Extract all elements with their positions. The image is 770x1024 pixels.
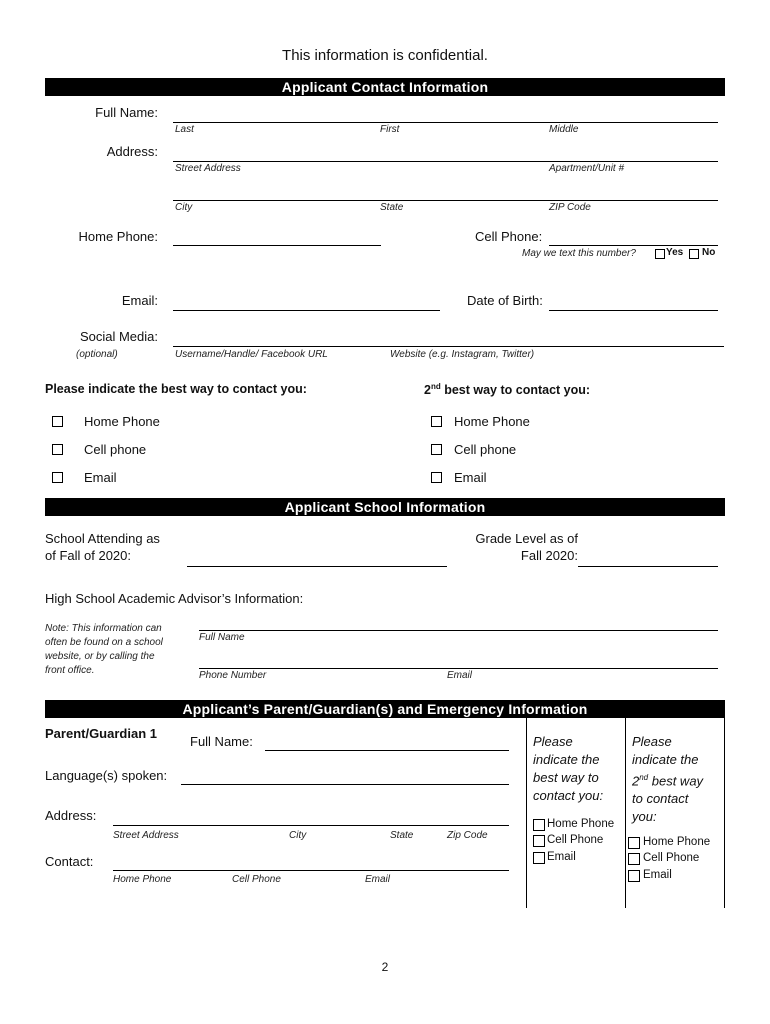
parent-second-way-instructions: Please indicate the 2nd best way to contact you:	[632, 734, 704, 825]
last-caption: Last	[175, 124, 194, 135]
parent-email-caption: Email	[365, 874, 391, 885]
text-yes-label: Yes	[666, 247, 684, 258]
first-caption: First	[380, 124, 400, 135]
language-field[interactable]	[181, 784, 509, 785]
advisor-note-line3: website, or by calling the	[45, 651, 155, 662]
school-attending-field[interactable]	[187, 566, 447, 567]
second-email-label: Email	[454, 470, 487, 485]
middle-caption: Middle	[549, 124, 579, 135]
apt-caption: Apartment/Unit #	[549, 163, 625, 174]
dob-field[interactable]	[549, 310, 718, 311]
parent-city-caption: City	[289, 830, 307, 841]
advisor-note-line1: Note: This information can	[45, 623, 162, 634]
cell-phone-field[interactable]	[549, 245, 718, 246]
school-attending-label-line2: of Fall of 2020:	[45, 548, 131, 563]
username-caption: Username/Handle/ Facebook URL	[175, 349, 328, 360]
parent-best-email-label: Email	[547, 851, 576, 863]
parent-best-email-checkbox[interactable]	[533, 852, 545, 864]
text-no-checkbox[interactable]	[689, 249, 699, 259]
advisor-phone-email-field[interactable]	[199, 668, 718, 669]
parent-full-name-field[interactable]	[265, 750, 509, 751]
grade-level-label-line2: Fall 2020:	[520, 548, 578, 563]
best-email-label: Email	[84, 470, 117, 485]
school-attending-label-line1: School Attending as	[45, 531, 160, 546]
column-divider-middle	[625, 718, 626, 908]
address-label: Address:	[106, 144, 158, 159]
advisor-email-caption: Email	[447, 670, 473, 681]
email-label: Email:	[121, 293, 158, 308]
column-divider-left	[526, 718, 527, 908]
optional-caption: (optional)	[76, 349, 118, 360]
text-question: May we text this number?	[522, 248, 636, 259]
advisor-phone-caption: Phone Number	[199, 670, 267, 681]
second-best-contact-heading: 2nd best way to contact you:	[424, 382, 591, 398]
parent-cell-phone-caption: Cell Phone	[232, 874, 281, 885]
parent-guardian-heading: Parent/Guardian 1	[45, 726, 157, 741]
section-banner-contact: Applicant Contact Information	[45, 78, 725, 96]
best-home-phone-checkbox[interactable]	[52, 416, 63, 427]
best-home-phone-label: Home Phone	[84, 414, 160, 429]
email-field[interactable]	[173, 310, 440, 311]
second-cell-phone-label: Cell phone	[454, 442, 517, 457]
home-phone-field[interactable]	[173, 245, 381, 246]
parent-home-phone-caption: Home Phone	[113, 874, 172, 885]
street-address-field[interactable]	[173, 161, 718, 162]
parent-second-email-checkbox[interactable]	[628, 870, 640, 882]
parent-address-label: Address:	[45, 808, 97, 823]
parent-best-home-phone-checkbox[interactable]	[533, 819, 545, 831]
best-email-checkbox[interactable]	[52, 472, 63, 483]
section-banner-parent: Applicant’s Parent/Guardian(s) and Emergency Information	[45, 700, 725, 718]
second-email-checkbox[interactable]	[431, 472, 442, 483]
parent-state-caption: State	[390, 830, 414, 841]
parent-second-cell-phone-label: Cell Phone	[643, 852, 700, 864]
best-contact-heading: Please indicate the best way to contact you:	[45, 382, 307, 396]
full-name-label: Full Name:	[95, 105, 158, 120]
social-media-field[interactable]	[173, 346, 724, 347]
page-number: 2	[381, 960, 389, 974]
cell-phone-label: Cell Phone:	[475, 229, 543, 244]
social-media-label: Social Media:	[79, 329, 158, 344]
text-no-label: No	[702, 247, 716, 258]
grade-level-field[interactable]	[578, 566, 718, 567]
parent-best-cell-phone-label: Cell Phone	[547, 834, 604, 846]
parent-contact-field[interactable]	[113, 870, 509, 871]
dob-label: Date of Birth:	[467, 293, 543, 308]
full-name-field[interactable]	[173, 122, 718, 123]
advisor-name-field[interactable]	[199, 630, 718, 631]
parent-best-way-instructions: Please indicate the best way to contact you:	[533, 734, 604, 803]
confidential-notice: This information is confidential.	[282, 47, 488, 64]
parent-full-name-label: Full Name:	[190, 734, 253, 749]
best-cell-phone-label: Cell phone	[84, 442, 147, 457]
zip-caption: ZIP Code	[549, 202, 591, 213]
city-caption: City	[175, 202, 193, 213]
second-cell-phone-checkbox[interactable]	[431, 444, 442, 455]
parent-address-field[interactable]	[113, 825, 509, 826]
state-caption: State	[380, 202, 404, 213]
parent-second-home-phone-checkbox[interactable]	[628, 837, 640, 849]
advisor-heading: High School Academic Advisor’s Information:	[45, 591, 304, 606]
parent-street-caption: Street Address	[113, 830, 179, 841]
advisor-full-name-caption: Full Name	[199, 632, 245, 643]
parent-second-cell-phone-checkbox[interactable]	[628, 853, 640, 865]
text-yes-checkbox[interactable]	[655, 249, 665, 259]
parent-second-home-phone-label: Home Phone	[643, 836, 711, 848]
city-state-zip-field[interactable]	[173, 200, 718, 201]
second-home-phone-checkbox[interactable]	[431, 416, 442, 427]
parent-best-cell-phone-checkbox[interactable]	[533, 835, 545, 847]
parent-zip-caption: Zip Code	[447, 830, 488, 841]
language-label: Language(s) spoken:	[45, 768, 168, 783]
grade-level-label-line1: Grade Level as of	[475, 531, 578, 546]
section-banner-school: Applicant School Information	[45, 498, 725, 516]
advisor-note-line4: front office.	[45, 665, 95, 676]
best-cell-phone-checkbox[interactable]	[52, 444, 63, 455]
parent-second-email-label: Email	[643, 869, 672, 881]
advisor-note-line2: often be found on a school	[45, 637, 163, 648]
column-divider-right	[724, 718, 725, 908]
street-caption: Street Address	[175, 163, 241, 174]
parent-contact-label: Contact:	[45, 854, 94, 869]
parent-best-home-phone-label: Home Phone	[547, 818, 615, 830]
website-caption: Website (e.g. Instagram, Twitter)	[390, 349, 535, 360]
second-home-phone-label: Home Phone	[454, 414, 530, 429]
home-phone-label: Home Phone:	[78, 229, 158, 244]
